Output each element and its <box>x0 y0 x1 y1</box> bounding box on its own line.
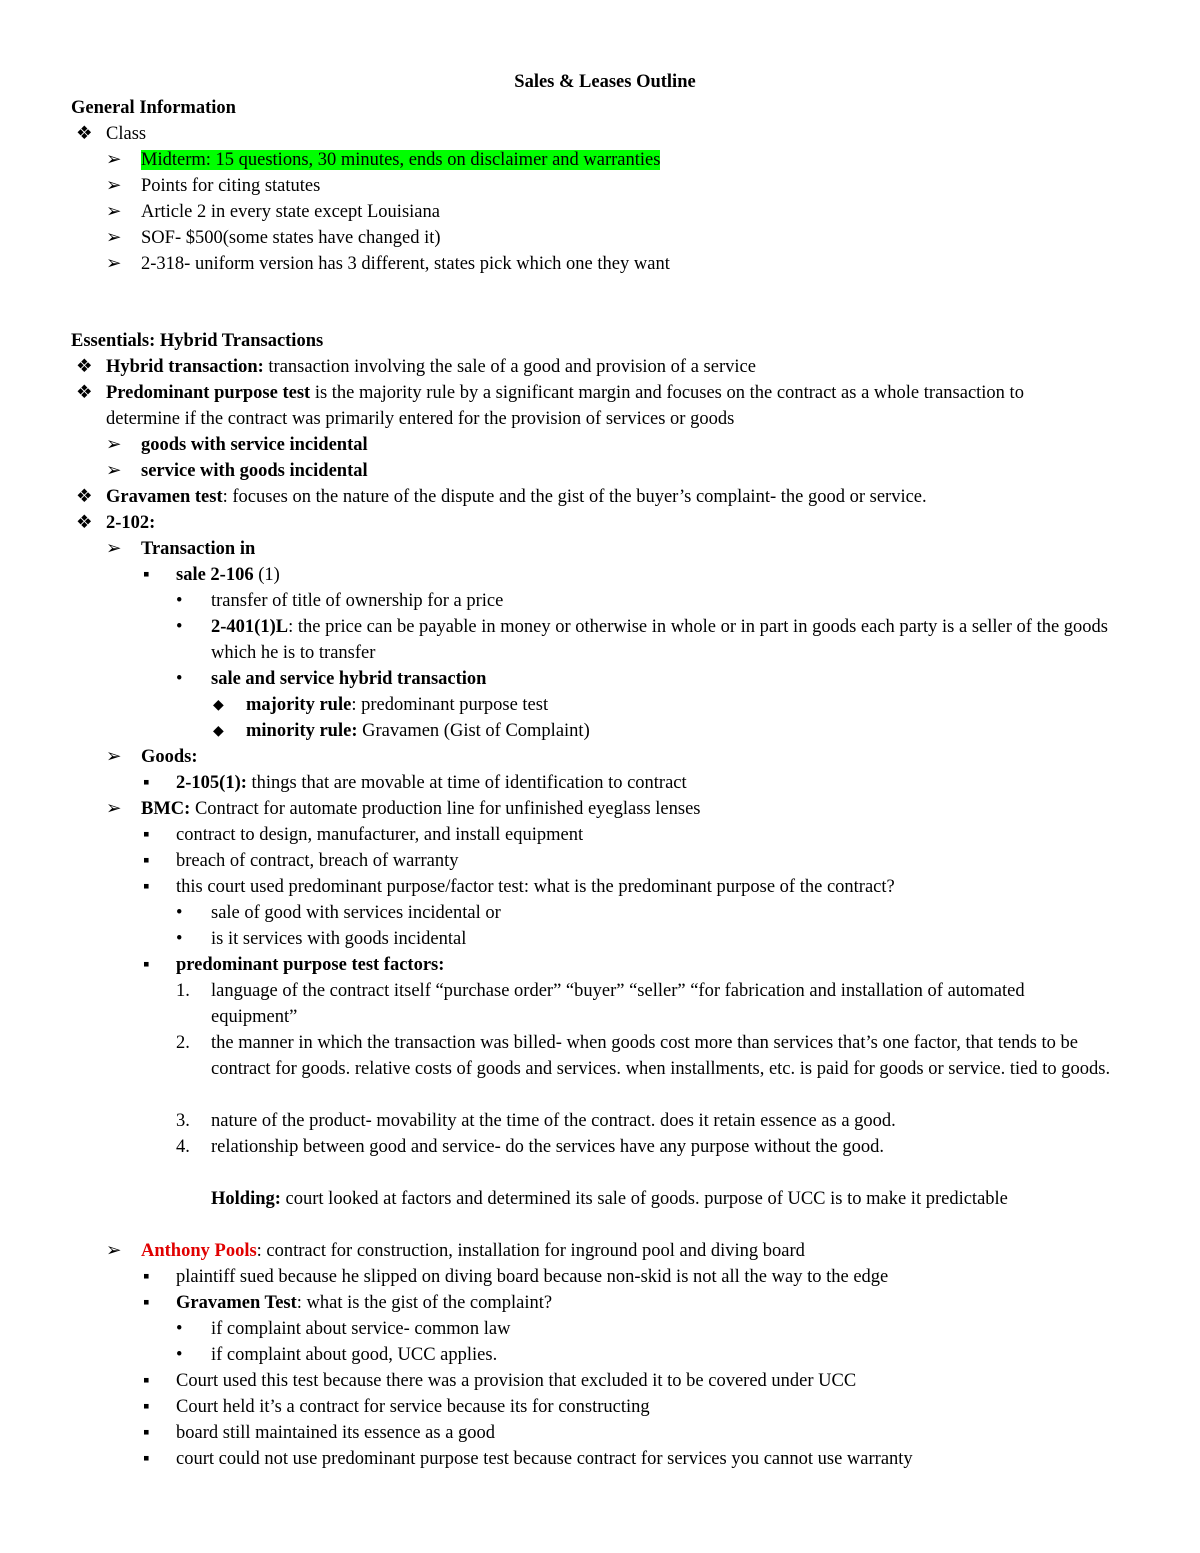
gravamen-test-definition: Gravamen test: focuses on the nature of the dispute and the gist of the buyer’s complaint- the good or service. <box>106 487 927 507</box>
diamond4-bullet-icon: ❖ <box>76 513 93 533</box>
square-bullet-icon: ▪ <box>143 1371 150 1391</box>
anthony-item: plaintiff sued because he slipped on diving board because non-skid is not all the way to the edge <box>176 1267 889 1287</box>
section-2-105-item: 2-105(1): things that are movable at time of identification to contract <box>176 773 687 793</box>
predominant-sub-item: service with goods incidental <box>141 461 368 481</box>
highlighted-text: Midterm: 15 questions, 30 minutes, ends on disclaimer and warranties <box>141 150 661 170</box>
square-bullet-icon: ▪ <box>143 825 150 845</box>
anthony-pools-case-item: Anthony Pools: contract for construction, installation for inground pool and diving board <box>141 1241 805 1261</box>
general-item: 2-318- uniform version has 3 different, states pick which one they want <box>141 254 670 274</box>
square-bullet-icon: ▪ <box>143 565 150 585</box>
arrow-bullet-icon: ➢ <box>106 228 122 248</box>
square-bullet-icon: ▪ <box>143 1267 150 1287</box>
arrow-bullet-icon: ➢ <box>106 202 122 222</box>
diamond-bullet-icon: ◆ <box>213 724 224 739</box>
hybrid-transaction-definition: Hybrid transaction: transaction involving the sale of a good and provision of a service <box>106 357 756 377</box>
bmc-sub-item: sale of good with services incidental or <box>211 903 501 923</box>
arrow-bullet-icon: ➢ <box>106 799 122 819</box>
dot-bullet-icon: • <box>176 929 183 949</box>
anthony-sub-item: if complaint about service- common law <box>211 1319 511 1339</box>
dot-bullet-icon: • <box>176 903 183 923</box>
dot-bullet-icon: • <box>176 617 183 637</box>
arrow-bullet-icon: ➢ <box>106 254 122 274</box>
dot-bullet-icon: • <box>176 1319 183 1339</box>
arrow-bullet-icon: ➢ <box>106 461 122 481</box>
dot-bullet-icon: • <box>176 591 183 611</box>
bmc-sub-item: is it services with goods incidental <box>211 929 467 949</box>
section-heading-general: General Information <box>71 98 236 118</box>
square-bullet-icon: ▪ <box>143 1423 150 1443</box>
arrow-bullet-icon: ➢ <box>106 747 122 767</box>
class-label: Class <box>106 124 147 144</box>
sale-sub-item: sale and service hybrid transaction <box>211 669 487 689</box>
predominant-sub-item: goods with service incidental <box>141 435 368 455</box>
anthony-item: court could not use predominant purpose test because contract for services you cannot use warranty <box>176 1449 913 1469</box>
square-bullet-icon: ▪ <box>143 1397 150 1417</box>
bmc-item: breach of contract, breach of warranty <box>176 851 459 871</box>
square-bullet-icon: ▪ <box>143 851 150 871</box>
square-bullet-icon: ▪ <box>143 877 150 897</box>
square-bullet-icon: ▪ <box>143 955 150 975</box>
bmc-item: this court used predominant purpose/factor test: what is the predominant purpose of the contract? <box>176 877 895 897</box>
anthony-sub-item: if complaint about good, UCC applies. <box>211 1345 498 1365</box>
minority-rule-item: minority rule: Gravamen (Gist of Complaint) <box>246 721 590 741</box>
square-bullet-icon: ▪ <box>143 773 150 793</box>
factor-number: 4. <box>176 1137 190 1157</box>
general-item: Article 2 in every state except Louisiana <box>141 202 440 222</box>
general-item-midterm <box>141 148 660 174</box>
arrow-bullet-icon: ➢ <box>106 1241 122 1261</box>
sale-2-106-item: sale 2-106 (1) <box>176 565 280 585</box>
section-2-102-label: 2-102: <box>106 513 156 533</box>
factor-item: the manner in which the transaction was billed- when goods cost more than services that’s one factor, that tends to be contract for goods. relative costs of goods and services. when installments, etc. is paid for goods or service. tied to goods. <box>211 1033 1111 1079</box>
arrow-bullet-icon: ➢ <box>106 150 122 170</box>
anthony-gravamen-item: Gravamen Test: what is the gist of the complaint? <box>176 1293 553 1313</box>
general-item: Points for citing statutes <box>141 176 321 196</box>
anthony-item: Court held it’s a contract for service because its for constructing <box>176 1397 650 1417</box>
factors-label: predominant purpose test factors: <box>176 955 445 975</box>
diamond4-bullet-icon: ❖ <box>76 383 93 403</box>
dot-bullet-icon: • <box>176 669 183 689</box>
case-name: Anthony Pools <box>141 1241 257 1261</box>
goods-label: Goods: <box>141 747 198 767</box>
arrow-bullet-icon: ➢ <box>106 539 122 559</box>
anthony-item: board still maintained its essence as a good <box>176 1423 496 1443</box>
diamond-bullet-icon: ◆ <box>213 698 224 713</box>
arrow-bullet-icon: ➢ <box>106 176 122 196</box>
diamond4-bullet-icon: ❖ <box>76 124 93 144</box>
factor-item: relationship between good and service- do the services have any purpose without the good. <box>211 1137 885 1157</box>
section-heading-essentials: Essentials: Hybrid Transactions <box>71 331 324 351</box>
predominant-purpose-definition: Predominant purpose test is the majority rule by a significant margin and focuses on the contract as a whole transaction to determine if the contract was primarily entered for the provision of services or goods <box>106 383 1024 429</box>
factor-number: 2. <box>176 1033 190 1053</box>
general-item: SOF- $500(some states have changed it) <box>141 228 441 248</box>
arrow-bullet-icon: ➢ <box>106 435 122 455</box>
bmc-case-item: BMC: Contract for automate production line for unfinished eyeglass lenses <box>141 799 701 819</box>
factor-number: 1. <box>176 981 190 1001</box>
square-bullet-icon: ▪ <box>143 1449 150 1469</box>
bmc-item: contract to design, manufacturer, and install equipment <box>176 825 584 845</box>
document-title: Sales & Leases Outline <box>514 72 696 92</box>
transaction-in-label: Transaction in <box>141 539 256 559</box>
square-bullet-icon: ▪ <box>143 1293 150 1313</box>
dot-bullet-icon: • <box>176 1345 183 1365</box>
sale-sub-item: transfer of title of ownership for a price <box>211 591 504 611</box>
section-2-401-item: 2-401(1)L: the price can be payable in money or otherwise in whole or in part in goods each party is a seller of the goods which he is to transfer <box>211 617 1108 663</box>
factor-item: nature of the product- movability at the time of the contract. does it retain essence as a good. <box>211 1111 896 1131</box>
diamond4-bullet-icon: ❖ <box>76 357 93 377</box>
diamond4-bullet-icon: ❖ <box>76 487 93 507</box>
anthony-item: Court used this test because there was a provision that excluded it to be covered under UCC <box>176 1371 857 1391</box>
factor-item: language of the contract itself “purchase order” “buyer” “seller” “for fabrication and installation of automated equipment” <box>211 981 1025 1027</box>
factor-number: 3. <box>176 1111 190 1131</box>
holding-paragraph: Holding: court looked at factors and determined its sale of goods. purpose of UCC is to make it predictable <box>211 1189 1008 1209</box>
majority-rule-item: majority rule: predominant purpose test <box>246 695 549 715</box>
